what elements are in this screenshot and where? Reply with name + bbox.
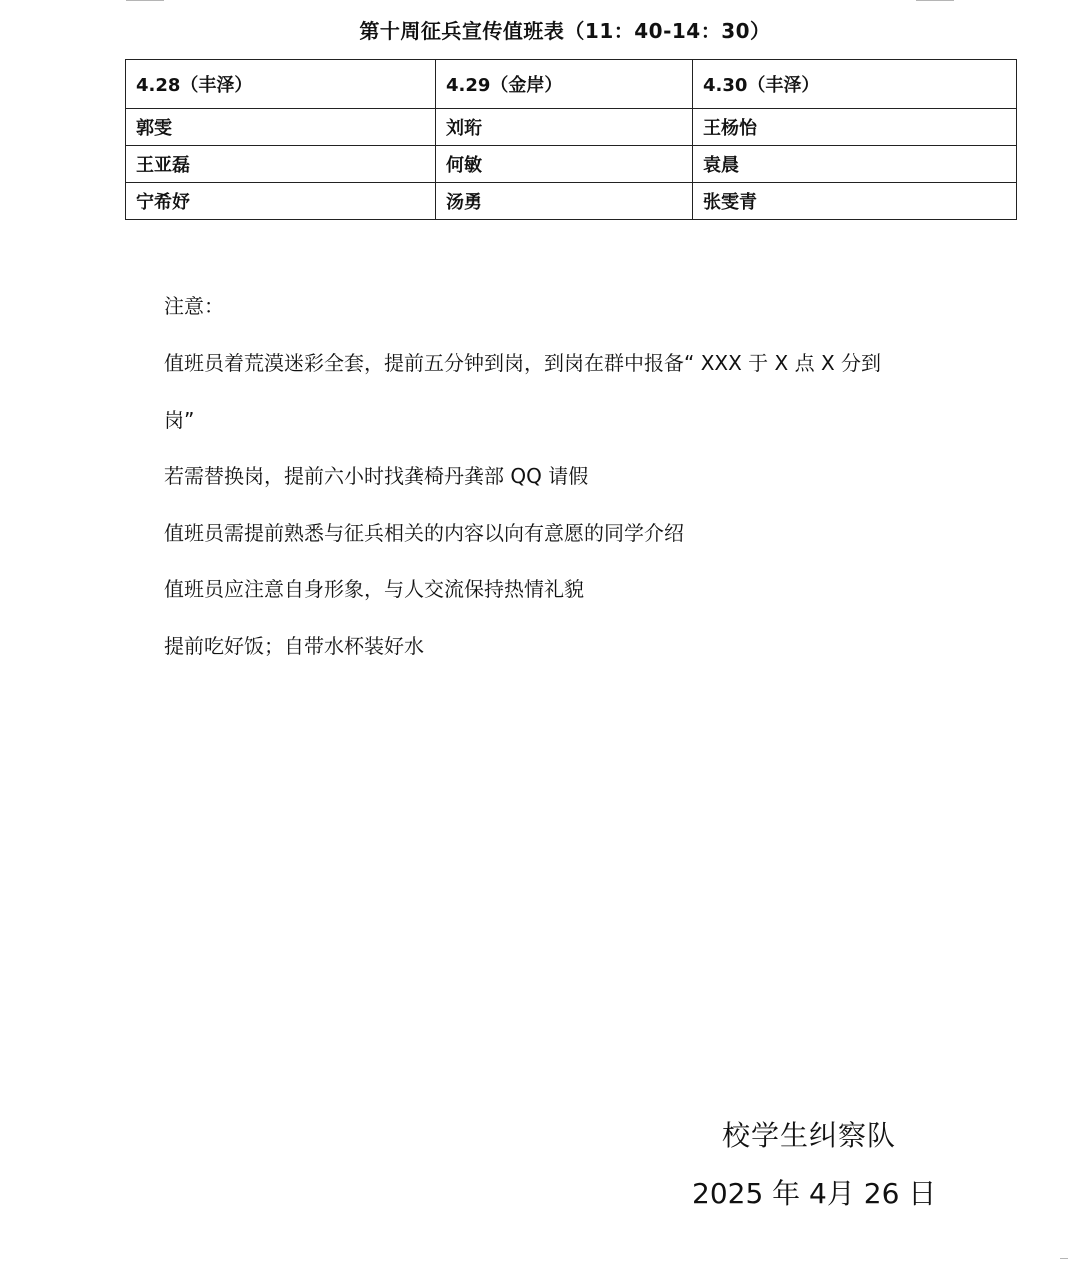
note-line-shift-swap: 若需替换岗，提前六小时找龚椅丹龚部 QQ 请假: [164, 464, 589, 488]
signature-organization: 校学生纠察队: [722, 1119, 897, 1152]
table-cell: 何敏: [436, 146, 693, 183]
note-line-dress-code: 值班员着荒漠迷彩全套，提前五分钟到岗，到岗在群中报备“ XXX 于 X 点 X 分到: [164, 351, 882, 375]
header-cell-day-1: 4.28（丰泽）: [126, 60, 436, 109]
table-cell: 刘珩: [436, 109, 693, 146]
corner-mark: [1060, 1258, 1068, 1259]
table-cell: 宁希妤: [126, 183, 436, 220]
table-cell: 王亚磊: [126, 146, 436, 183]
table-header-row: [126, 60, 1017, 109]
table-cell: 汤勇: [436, 183, 693, 220]
note-line-meals-water: 提前吃好饭；自带水杯装好水: [164, 634, 424, 658]
note-line-preparation: 值班员需提前熟悉与征兵相关的内容以向有意愿的同学介绍: [164, 521, 684, 545]
note-line-dress-code-continued: 岗”: [164, 408, 195, 432]
note-line-appearance: 值班员应注意自身形象，与人交流保持热情礼貌: [164, 577, 584, 601]
table-cell: 袁晨: [693, 146, 1017, 183]
header-cell-day-3: 4.30（丰泽）: [693, 60, 1017, 109]
table-cell: 王杨怡: [693, 109, 1017, 146]
table-cell: 郭雯: [126, 109, 436, 146]
table-row: [126, 146, 1017, 183]
table-row: [126, 183, 1017, 220]
notes-heading: 注意：: [164, 294, 224, 318]
table-row: [126, 109, 1017, 146]
crop-mark-left: [126, 0, 164, 1]
crop-mark-right: [916, 0, 954, 1]
signature-date: 2025 年 4月 26 日: [692, 1177, 937, 1210]
document-title: 第十周征兵宣传值班表（11：40-14：30）: [359, 19, 771, 43]
table-cell: 张雯青: [693, 183, 1017, 220]
header-cell-day-2: 4.29（金岸）: [436, 60, 693, 109]
duty-schedule-table: [125, 59, 1017, 220]
